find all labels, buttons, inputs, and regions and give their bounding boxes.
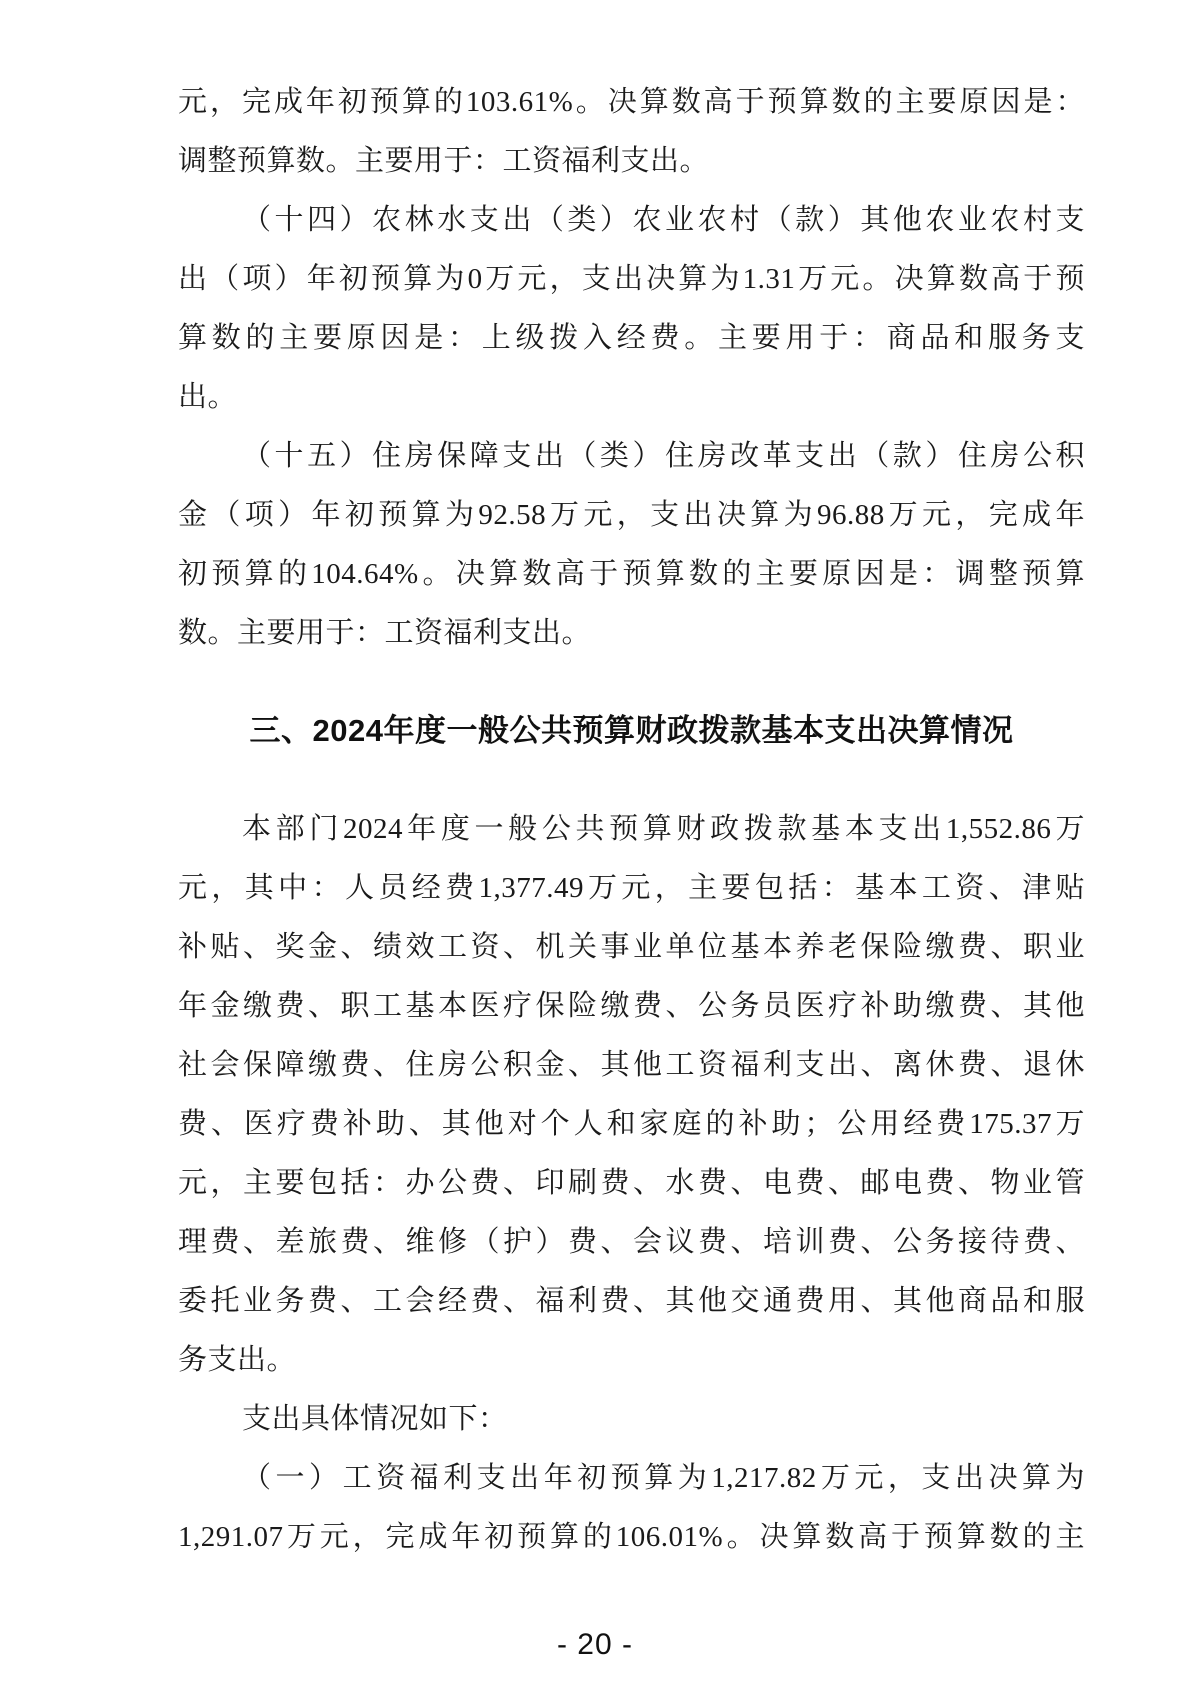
text-line: 社会保障缴费、住房公积金、其他工资福利支出、离休费、退休 [178,1049,1085,1081]
para-item-1-wages [178,1449,1085,1567]
text-line: 支出具体情况如下： [242,1403,508,1435]
para-item-13-continuation [178,73,1085,191]
text-line: 委托业务费、工会经费、福利费、其他交通费用、其他商品和服 [178,1285,1085,1317]
text-line: 本部门2024年度一般公共预算财政拨款基本支出1,552.86万 [242,813,1085,845]
para-item-14 [178,191,1085,427]
page-number: - 20 - [556,1628,634,1661]
text-line: 调整预算数。主要用于：工资福利支出。 [178,145,710,177]
document-content [178,73,1085,1567]
text-line: 补贴、奖金、绩效工资、机关事业单位基本养老保险缴费、职业 [178,931,1085,963]
para-item-15 [178,427,1085,663]
para-detail-intro [178,1390,1085,1449]
section-heading-text: 三、2024年度一般公共预算财政拨款基本支出决算情况 [249,713,1014,748]
text-line: （十四）农林水支出（类）农业农村（款）其他农业农村支 [242,204,1085,236]
text-line: 出（项）年初预算为0万元，支出决算为1.31万元。决算数高于预 [178,263,1085,295]
text-line: 算数的主要原因是：上级拨入经费。主要用于：商品和服务支 [178,322,1085,354]
text-line: 理费、差旅费、维修（护）费、会议费、培训费、公务接待费、 [178,1226,1085,1258]
text-line: 1,291.07万元，完成年初预算的106.01%。决算数高于预算数的主 [178,1521,1085,1553]
para-basic-expenditure-summary [178,800,1085,1390]
text-line: 金（项）年初预算为92.58万元，支出决算为96.88万元，完成年 [178,499,1085,531]
text-line: 初预算的104.64%。决算数高于预算数的主要原因是：调整预算 [178,558,1085,590]
text-line: 费、医疗费补助、其他对个人和家庭的补助；公用经费175.37万 [178,1108,1085,1140]
text-line: 元，其中：人员经费1,377.49万元，主要包括：基本工资、津贴 [178,872,1085,904]
text-line: 年金缴费、职工基本医疗保险缴费、公务员医疗补助缴费、其他 [178,990,1085,1022]
text-line: （十五）住房保障支出（类）住房改革支出（款）住房公积 [242,440,1085,472]
text-line: 数。主要用于：工资福利支出。 [178,617,592,649]
section-three-heading [178,701,1085,760]
text-line: 元，主要包括：办公费、印刷费、水费、电费、邮电费、物业管 [178,1167,1085,1199]
text-line: 务支出。 [178,1344,297,1376]
page-footer [0,1628,1190,1662]
text-line: 元，完成年初预算的103.61%。决算数高于预算数的主要原因是： [178,86,1085,118]
text-line: （一）工资福利支出年初预算为1,217.82万元，支出决算为 [242,1462,1085,1494]
text-line: 出。 [178,381,238,413]
